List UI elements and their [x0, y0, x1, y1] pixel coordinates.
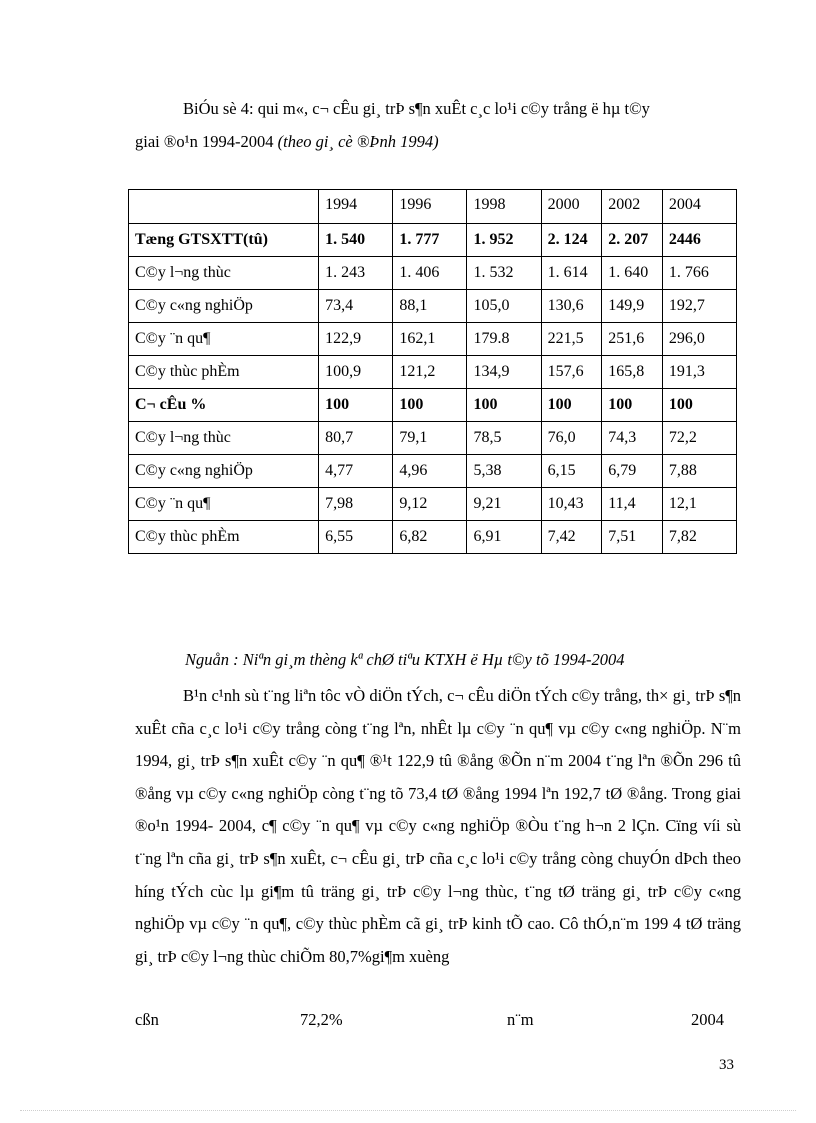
value-cell: 1. 532	[467, 257, 541, 290]
caption-italic-note: (theo gi¸ cè ®Þnh 1994)	[277, 132, 439, 151]
caption-line-2: giai ®o¹n 1994-2004	[135, 132, 278, 151]
value-cell: 2446	[662, 224, 736, 257]
value-cell: 6,55	[319, 521, 393, 554]
row-label-cell: C¬ cÊu %	[129, 389, 319, 422]
value-cell: 1. 540	[319, 224, 393, 257]
value-cell: 1. 777	[393, 224, 467, 257]
table-row	[129, 224, 737, 257]
value-cell: 105,0	[467, 290, 541, 323]
value-cell: 162,1	[393, 323, 467, 356]
value-cell: 5,38	[467, 455, 541, 488]
value-cell: 7,51	[602, 521, 663, 554]
value-cell: 100	[467, 389, 541, 422]
value-cell: 192,7	[662, 290, 736, 323]
row-label-cell: C©y ¨n qu¶	[129, 323, 319, 356]
value-cell: 100,9	[319, 356, 393, 389]
value-cell: 6,82	[393, 521, 467, 554]
value-cell: 191,3	[662, 356, 736, 389]
value-cell: 10,43	[541, 488, 602, 521]
value-cell: 7,82	[662, 521, 736, 554]
table-row	[129, 257, 737, 290]
year-header-cell: 1998	[467, 190, 541, 224]
row-label-cell: C©y c«ng nghiÖp	[129, 455, 319, 488]
value-cell: 165,8	[602, 356, 663, 389]
table-row	[129, 422, 737, 455]
value-cell: 78,5	[467, 422, 541, 455]
value-cell: 6,15	[541, 455, 602, 488]
row-label-cell: C©y l¬ng thùc	[129, 257, 319, 290]
table-row	[129, 389, 737, 422]
value-cell: 2. 124	[541, 224, 602, 257]
year-header-cell: 2000	[541, 190, 602, 224]
value-cell: 6,91	[467, 521, 541, 554]
value-cell: 134,9	[467, 356, 541, 389]
value-cell: 12,1	[662, 488, 736, 521]
value-cell: 4,96	[393, 455, 467, 488]
row-label-cell: Tæng GTSXTT(tû)	[129, 224, 319, 257]
year-header-cell: 2002	[602, 190, 663, 224]
value-cell: 1. 640	[602, 257, 663, 290]
page-border	[20, 1110, 796, 1111]
value-cell: 100	[662, 389, 736, 422]
value-cell: 221,5	[541, 323, 602, 356]
body-paragraph	[135, 680, 741, 973]
value-cell: 1. 243	[319, 257, 393, 290]
value-cell: 73,4	[319, 290, 393, 323]
value-cell: 1. 614	[541, 257, 602, 290]
value-cell: 4,77	[319, 455, 393, 488]
paragraph-text: B¹n c¹nh sù t¨ng liªn tôc vÒ diÖn tÝch, c¬ cÊu diÖn tÝch c©y trång, th× gi¸ trÞ s¶n xuÊt cña c¸c lo¹i c©y trång còng t¨ng lªn, nhÊt lµ c©y ¨n qu¶ vµ c©y c«ng nghiÖp. N¨m 1994, gi¸ trÞ s¶n xuÊt c©y ¨n qu¶ ®¹t 122,9 tû ®ång ®Õn n¨m 2004 t¨ng lªn ®Õn 296 tû ®ång vµ c©y c«ng nghiÖp còng t¨ng tõ 73,4 tØ ®ång 1994 lªn 192,7 tØ ®ång. Trong giai ®o¹n 1994- 2004, c¶ c©y ¨n qu¶ vµ c©y c«ng nghiÖp ®Òu t¨ng h¬n 2 lÇn. Cïng víi sù t¨ng lªn cña gi¸ trÞ s¶n xuÊt, c¬ cÊu gi¸ trÞ cña c¸c lo¹i c©y trång còng chuyÓn dÞch theo híng tÝch cùc lµ gi¶m tû träng gi¸ trÞ c©y l¬ng thùc, t¨ng tØ träng gi¸ trÞ c©y c«ng nghiÖp vµ c©y ¨n qu¶, c©y thùc phÈm cã gi¸ trÞ kinh tÕ cao. Cô thÓ,n¨m 199 4 tØ träng gi¸ trÞ c©y l¬ng thùc chiÕm 80,7%gi¶m xuèng	[135, 686, 741, 966]
value-cell: 1. 406	[393, 257, 467, 290]
value-cell: 9,21	[467, 488, 541, 521]
value-cell: 296,0	[662, 323, 736, 356]
value-cell: 7,98	[319, 488, 393, 521]
table-row	[129, 488, 737, 521]
value-cell: 121,2	[393, 356, 467, 389]
value-cell: 76,0	[541, 422, 602, 455]
table-row	[129, 323, 737, 356]
value-cell: 11,4	[602, 488, 663, 521]
last-line-word: 72,2%	[300, 1010, 343, 1029]
value-cell: 79,1	[393, 422, 467, 455]
value-cell: 7,42	[541, 521, 602, 554]
row-label-cell: C©y c«ng nghiÖp	[129, 290, 319, 323]
row-label-cell: C©y l¬ng thùc	[129, 422, 319, 455]
value-cell: 88,1	[393, 290, 467, 323]
year-header-cell: 2004	[662, 190, 736, 224]
value-cell: 1. 952	[467, 224, 541, 257]
value-cell: 100	[319, 389, 393, 422]
table-header-row	[129, 190, 737, 224]
table-row	[129, 290, 737, 323]
crop-value-table	[128, 189, 737, 554]
value-cell: 130,6	[541, 290, 602, 323]
page-number: 33	[719, 1057, 734, 1073]
caption-line-1: BiÓu sè 4: qui m«, c¬ cÊu gi¸ trÞ s¶n xuÊt c¸c lo¹i c©y trång ë hµ t©y	[183, 99, 650, 118]
row-label-cell: C©y thùc phÈm	[129, 356, 319, 389]
value-cell: 157,6	[541, 356, 602, 389]
table-row	[129, 521, 737, 554]
last-line-word: n¨m	[507, 1010, 534, 1029]
value-cell: 122,9	[319, 323, 393, 356]
value-cell: 179.8	[467, 323, 541, 356]
value-cell: 9,12	[393, 488, 467, 521]
value-cell: 72,2	[662, 422, 736, 455]
year-header-cell: 1996	[393, 190, 467, 224]
value-cell: 100	[541, 389, 602, 422]
table-row	[129, 455, 737, 488]
value-cell: 80,7	[319, 422, 393, 455]
value-cell: 7,88	[662, 455, 736, 488]
source-note: Nguån : Niªn gi¸m thèng kª chØ tiªu KTXH ë Hµ t©y tõ 1994-2004	[185, 650, 625, 669]
value-cell: 149,9	[602, 290, 663, 323]
value-cell: 2. 207	[602, 224, 663, 257]
row-label-cell: C©y thùc phÈm	[129, 521, 319, 554]
last-line-word: 2004	[691, 1010, 724, 1029]
value-cell: 100	[602, 389, 663, 422]
value-cell: 1. 766	[662, 257, 736, 290]
year-header-cell: 1994	[319, 190, 393, 224]
value-cell: 251,6	[602, 323, 663, 356]
last-line-word: cßn	[135, 1010, 159, 1029]
value-cell: 100	[393, 389, 467, 422]
value-cell: 74,3	[602, 422, 663, 455]
row-label-cell: C©y ¨n qu¶	[129, 488, 319, 521]
header-corner-cell	[129, 190, 319, 224]
value-cell: 6,79	[602, 455, 663, 488]
table-row	[129, 356, 737, 389]
table-caption	[135, 92, 741, 158]
